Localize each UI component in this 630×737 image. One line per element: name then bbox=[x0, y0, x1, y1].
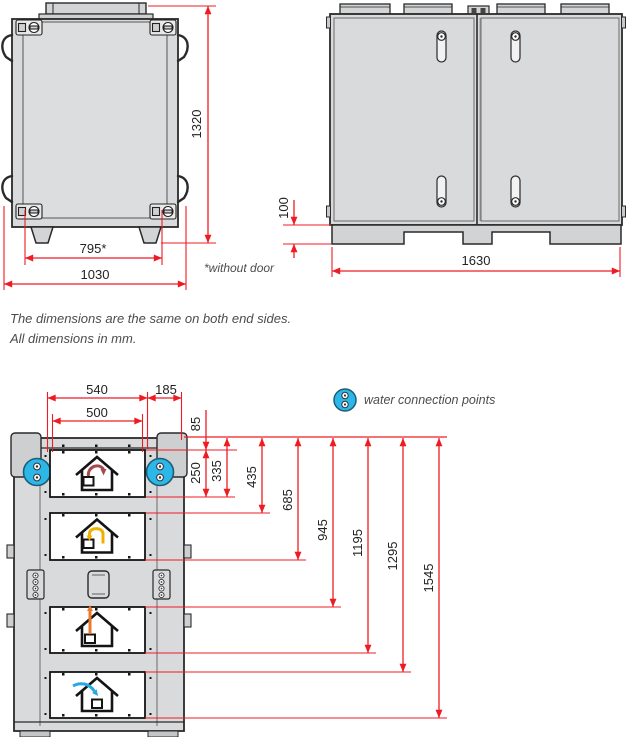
dim-335-label: 335 bbox=[209, 460, 224, 482]
note-line-2: All dimensions in mm. bbox=[10, 331, 137, 346]
dim-overall-width-label: 1030 bbox=[80, 267, 110, 282]
connector-panel-left bbox=[27, 570, 44, 599]
door-panel bbox=[23, 22, 167, 218]
end-view-drawing bbox=[2, 3, 275, 290]
legend-water-label: water connection points bbox=[364, 393, 496, 407]
handle-door-right-top-icon bbox=[511, 31, 520, 62]
dim-540-label: 540 bbox=[86, 382, 108, 397]
dim-945-label: 945 bbox=[315, 519, 330, 541]
without-door-footnote: *without door bbox=[204, 261, 275, 275]
latch-bottom-left-icon bbox=[16, 204, 42, 219]
dim-250-label: 250 bbox=[188, 462, 203, 484]
dim-front-width-label: 1630 bbox=[461, 253, 491, 268]
dim-1295-label: 1295 bbox=[385, 541, 400, 571]
cabinet-front bbox=[330, 14, 622, 225]
dim-base-height-label: 100 bbox=[276, 197, 291, 219]
handle-left-top-icon bbox=[2, 35, 12, 61]
dim-width-without-door-label: 795* bbox=[79, 241, 107, 256]
latch-top-left-icon bbox=[16, 20, 42, 35]
latch-bottom-right-icon bbox=[150, 204, 176, 219]
front-view-drawing bbox=[276, 4, 626, 277]
bottom-foot-left bbox=[20, 731, 50, 737]
handle-right-bottom-icon bbox=[178, 176, 188, 202]
dim-1545-label: 1545 bbox=[421, 563, 436, 593]
latch-top-right-icon bbox=[150, 20, 176, 35]
connector-panel-right bbox=[153, 570, 170, 599]
dim-500-label: 500 bbox=[86, 405, 108, 420]
dim-685-label: 685 bbox=[280, 489, 295, 511]
dim-185-label: 185 bbox=[155, 382, 177, 397]
lid bbox=[46, 3, 146, 14]
dim-85-label: 85 bbox=[188, 416, 203, 432]
handle-left-bottom-icon bbox=[2, 176, 12, 202]
water-connection-left-icon bbox=[24, 459, 51, 486]
water-connection-right-icon bbox=[147, 459, 174, 486]
legend-water-connection bbox=[334, 389, 495, 411]
dim-height-label: 1320 bbox=[189, 109, 204, 139]
base-frame bbox=[332, 225, 621, 244]
dim-1195-label: 1195 bbox=[350, 529, 365, 557]
bottom-foot-right bbox=[148, 731, 178, 737]
top-view-drawing bbox=[7, 382, 447, 737]
handle-door-left-top-icon bbox=[437, 31, 446, 62]
foot-right bbox=[139, 227, 161, 243]
handle-right-top-icon bbox=[178, 35, 188, 61]
note-line-1: The dimensions are the same on both end sides. bbox=[10, 311, 292, 326]
foot-left bbox=[31, 227, 53, 243]
handle-door-left-bottom-icon bbox=[437, 176, 446, 207]
center-access-box bbox=[88, 571, 109, 598]
handle-door-right-bottom-icon bbox=[511, 176, 520, 207]
dim-435-label: 435 bbox=[244, 466, 259, 488]
